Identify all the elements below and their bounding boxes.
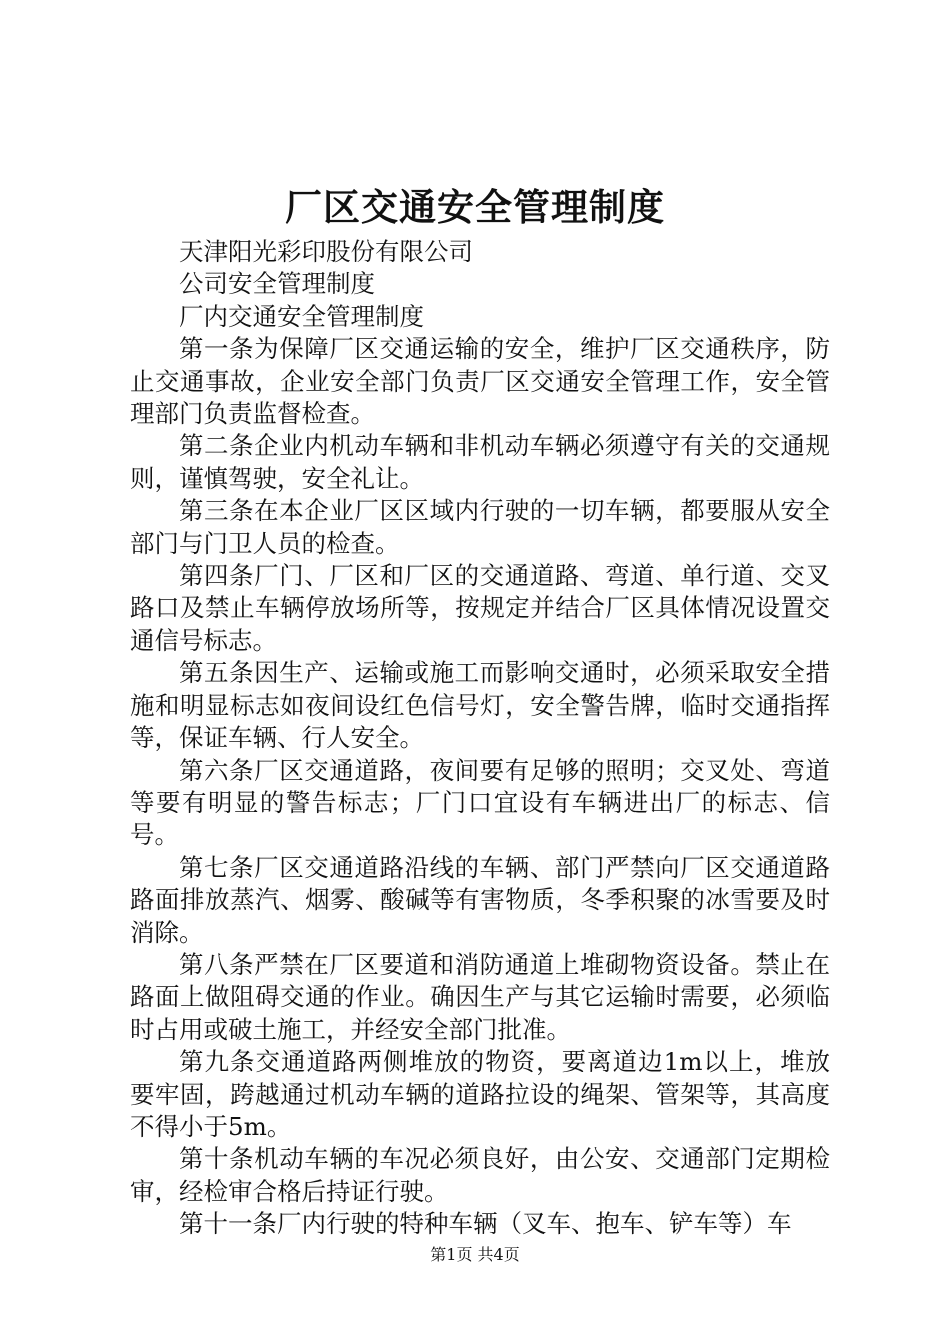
company-name-line: 天津阳光彩印股份有限公司 bbox=[179, 237, 473, 266]
article-9: 第九条交通道路两侧堆放的物资，要离道边1m以上，堆放要牢固，跨越通过机动车辆的道路拉设的绳架、管架等，其高度不得小于5m。 bbox=[130, 1047, 830, 1141]
article-2: 第二条企业内机动车辆和非机动车辆必须遵守有关的交通规则，谨慎驾驶，安全礼让。 bbox=[130, 431, 830, 493]
section-title-line: 厂内交通安全管理制度 bbox=[179, 301, 424, 331]
subtitle-line: 公司安全管理制度 bbox=[179, 269, 375, 299]
article-10: 第十条机动车辆的车况必须良好，由公安、交通部门定期检审，经检审合格后持证行驶。 bbox=[130, 1144, 830, 1206]
article-8: 第八条严禁在厂区要道和消防通道上堆砌物资设备。禁止在路面上做阻碍交通的作业。确因生产与其它运输时需要，必须临时占用或破土施工，并经安全部门批准。 bbox=[130, 949, 830, 1044]
article-1: 第一条为保障厂区交通运输的安全，维护厂区交通秩序，防止交通事故，企业安全部门负责厂区交通安全管理工作，安全管理部门负责监督检查。 bbox=[130, 334, 830, 429]
article-6: 第六条厂区交通道路，夜间要有足够的照明；交叉处、弯道等要有明显的警告标志；厂门口宜设有车辆进出厂的标志、信号。 bbox=[130, 755, 830, 850]
article-11: 第十一条厂内行驶的特种车辆（叉车、抱车、铲车等）车 bbox=[179, 1209, 792, 1239]
article-5: 第五条因生产、运输或施工而影响交通时，必须采取安全措施和明显标志如夜间设红色信号灯，安全警告牌，临时交通指挥等，保证车辆、行人安全。 bbox=[130, 658, 830, 753]
page-number-footer: 第1页 共4页 bbox=[430, 1245, 520, 1264]
article-7: 第七条厂区交通道路沿线的车辆、部门严禁向厂区交通道路路面排放蒸汽、烟雾、酸碱等有害物质，冬季积聚的冰雪要及时消除。 bbox=[130, 852, 830, 947]
article-4: 第四条厂门、厂区和厂区的交通道路、弯道、单行道、交叉路口及禁止车辆停放场所等，按规定并结合厂区具体情况设置交通信号标志。 bbox=[130, 561, 830, 655]
document-body bbox=[130, 236, 830, 1241]
article-3: 第三条在本企业厂区区域内行驶的一切车辆，都要服从安全部门与门卫人员的检查。 bbox=[130, 496, 830, 558]
document-title: 厂区交通安全管理制度 bbox=[285, 186, 665, 229]
